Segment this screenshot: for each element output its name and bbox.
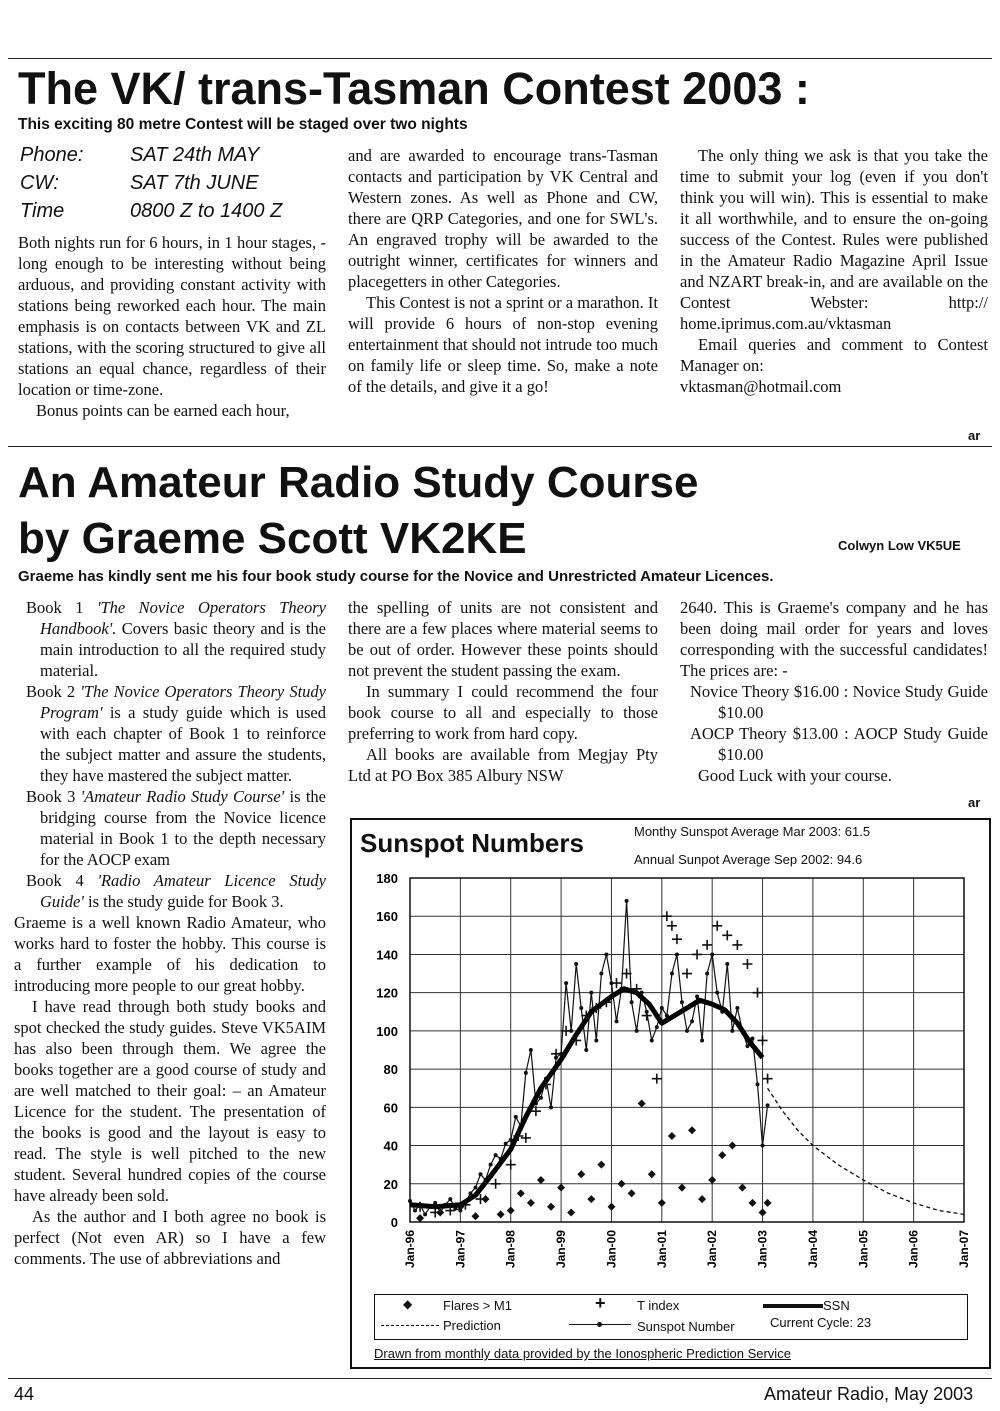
sunspot-number-point xyxy=(594,1038,598,1042)
paragraph: the spelling of units are not consistent and there are a few places where material seems to be out of order. However these points should not prevent the student passing the exam. xyxy=(348,598,658,680)
paragraph: This Contest is not a sprint or a marathon. It will provide 6 hours of non-stop evening entertainment that should not intrude too much on family life or sleep time. So, make a note of the details, and give it a go! xyxy=(348,293,658,396)
article2-column-2 xyxy=(348,597,658,786)
legend-dot-icon xyxy=(597,1322,602,1327)
flare-point xyxy=(567,1208,575,1216)
sunspot-number-point xyxy=(514,1115,518,1119)
sunspot-number-point xyxy=(504,1142,508,1146)
schedule-phone: Phone: SAT 24th MAY xyxy=(20,144,260,166)
legend-ssn: SSN xyxy=(823,1298,850,1313)
sunspot-number-point xyxy=(685,1029,689,1033)
paragraph: The only thing we ask is that you take the time to submit your log (even if you don't think you will win). This is essential to make it all worthwhile, and to ensure the on-going success of the Contest. Rules were published in the Amateur Radio Magazine April Issue and NZART break-in, and are available on the Contest Webster: http:// home.iprimus.com.au/vktasman xyxy=(680,146,988,333)
t-index-point xyxy=(506,1160,516,1170)
flare-point xyxy=(597,1161,605,1169)
flare-point xyxy=(547,1203,555,1211)
flare-point xyxy=(698,1195,706,1203)
sunspot-number-point xyxy=(614,1019,618,1023)
end-mark: ar xyxy=(968,795,981,810)
sunspot-number-point xyxy=(589,991,593,995)
sunspot-number-point xyxy=(630,1000,634,1004)
closing-line: Good Luck with your course. xyxy=(698,766,892,785)
sunspot-number-point xyxy=(539,1096,543,1100)
sunspot-number-point xyxy=(579,1006,583,1010)
y-tick-label: 20 xyxy=(383,1176,398,1192)
paragraph: 2640. This is Graeme's company and he has been doing mail order for years and loves corresponding with the successful candidates! The prices are: - xyxy=(680,598,988,680)
flare-point xyxy=(607,1203,615,1211)
flare-point xyxy=(436,1208,444,1216)
sunspot-number-point xyxy=(574,962,578,966)
x-tick-label: Jan-96 xyxy=(403,1230,417,1269)
sunspot-number-point xyxy=(625,899,629,903)
sunspot-number-point xyxy=(725,962,729,966)
sunspot-number-point xyxy=(735,1006,739,1010)
chart-info-monthly: Monthy Sunspot Average Mar 2003: 61.5 xyxy=(634,824,871,839)
t-index-point xyxy=(551,1049,561,1059)
x-tick-label: Jan-06 xyxy=(906,1230,921,1269)
flare-point xyxy=(416,1214,424,1222)
t-index-point xyxy=(672,934,682,944)
flare-point xyxy=(577,1170,585,1178)
y-tick-label: 60 xyxy=(383,1100,398,1116)
x-tick-label: Jan-02 xyxy=(705,1230,720,1269)
end-mark: ar xyxy=(968,428,981,443)
legend-thick-line-icon xyxy=(763,1304,823,1308)
paragraph: Email queries and comment to Contest Manager on: xyxy=(680,335,988,375)
t-index-point xyxy=(611,978,621,988)
sunspot-number-point xyxy=(489,1163,493,1167)
flare-point xyxy=(648,1170,656,1178)
sunspot-number-point xyxy=(700,1038,704,1042)
sunspot-number-line xyxy=(410,901,768,1215)
t-index-point xyxy=(702,940,712,950)
legend-plus-icon: + xyxy=(595,1293,606,1313)
flare-point xyxy=(668,1132,676,1140)
flare-point xyxy=(482,1195,490,1203)
y-tick-label: 160 xyxy=(376,909,398,925)
book-3-entry: Book 3 'Amateur Radio Study Course' is the bridging course from the Novice licence material in Book 1 to the depth necessary for the AOCP exam xyxy=(26,787,326,869)
flare-point xyxy=(728,1142,736,1150)
t-index-point xyxy=(491,1179,501,1189)
flare-point xyxy=(527,1199,535,1207)
sunspot-number-point xyxy=(413,1209,417,1213)
page-number: 44 xyxy=(14,1384,35,1404)
schedule-cw: CW: SAT 7th JUNE xyxy=(20,172,259,194)
sunspot-number-point xyxy=(549,1105,553,1109)
sunspot-number-point xyxy=(695,994,699,998)
y-tick-label: 180 xyxy=(376,871,398,886)
y-tick-label: 40 xyxy=(383,1138,398,1154)
y-tick-label: 100 xyxy=(376,1023,398,1039)
x-tick-label: Jan-00 xyxy=(604,1230,619,1269)
paragraph: As the author and I both agree no book is perfect (Not even AR) so I have a few comments. The use of abbreviations and xyxy=(14,1207,326,1268)
y-tick-label: 80 xyxy=(383,1062,398,1078)
sunspot-number-point xyxy=(494,1153,498,1157)
x-tick-label: Jan-03 xyxy=(755,1230,770,1269)
legend-prediction: Prediction xyxy=(443,1318,501,1333)
sunspot-number-point xyxy=(650,1038,654,1042)
t-index-point xyxy=(667,921,677,931)
sunspot-number-point xyxy=(473,1186,477,1190)
paragraph: Bonus points can be earned each hour, xyxy=(36,401,290,420)
paragraph: All books are available from Megjay Pty Ltd at PO Box 385 Albury NSW xyxy=(348,745,658,785)
paragraph: I have read through both study books and spot checked the study guides. Steve VK5AIM has also been through them. We agree the books together are a good course of study and are well matched to their goal: – an Amateur Licence for the student. The presentation of the books is good and the layout is easy to read. The style is well pitched to the new student. Several hundred copies of the course have already been sold. xyxy=(14,997,326,1205)
t-index-point xyxy=(692,949,702,959)
t-index-point xyxy=(642,1011,652,1021)
sunspot-number-point xyxy=(670,972,674,976)
flare-point xyxy=(678,1184,686,1192)
t-index-point xyxy=(722,930,732,940)
article2-column-1 xyxy=(14,597,326,1269)
t-index-point xyxy=(662,911,672,921)
top-rule xyxy=(8,58,992,59)
x-tick-label: Jan-97 xyxy=(453,1230,468,1269)
flare-point xyxy=(708,1176,716,1184)
price-novice: Novice Theory $16.00 : Novice Study Guide $10.00 xyxy=(690,682,988,722)
footer-rule xyxy=(8,1378,992,1379)
x-tick-label: Jan-98 xyxy=(503,1230,518,1269)
sunspot-number-point xyxy=(705,972,709,976)
schedule-time: Time 0800 Z to 1400 Z xyxy=(20,200,283,222)
sunspot-number-point xyxy=(604,952,608,956)
article2-subtitle: Graeme has kindly sent me his four book study course for the Novice and Unrestricted Amateur Licences. xyxy=(18,568,774,585)
sunspot-number-point xyxy=(408,1199,412,1203)
t-index-point xyxy=(682,969,692,979)
sunspot-number-point xyxy=(730,1029,734,1033)
flare-point xyxy=(764,1199,772,1207)
legend-current-cycle: Current Cycle: 23 xyxy=(770,1315,872,1330)
sunspot-number-point xyxy=(660,1006,664,1010)
book-1-entry: Book 1 'The Novice Operators Theory Handbook'. Covers basic theory and is the main introduction to all the required study material. xyxy=(26,598,326,680)
price-aocp: AOCP Theory $13.00 : AOCP Study Guide $10.00 xyxy=(690,724,988,764)
x-tick-label: Jan-99 xyxy=(554,1230,569,1269)
article1-column-3 xyxy=(680,145,988,397)
legend-t-index: T index xyxy=(637,1298,680,1313)
flare-point xyxy=(587,1195,595,1203)
flare-point xyxy=(638,1100,646,1108)
article1-subtitle: This exciting 80 metre Contest will be staged over two nights xyxy=(18,116,468,133)
flare-point xyxy=(557,1184,565,1192)
t-index-point xyxy=(732,940,742,950)
sunspot-number-point xyxy=(766,1103,770,1107)
flare-point xyxy=(688,1126,696,1134)
contest-email: vktasman@hotmail.com xyxy=(680,377,842,396)
legend-dashed-icon xyxy=(381,1325,439,1326)
chart-legend xyxy=(374,1294,968,1340)
t-index-point xyxy=(712,921,722,931)
flare-point xyxy=(658,1199,666,1207)
contest-schedule xyxy=(20,141,340,225)
flare-point xyxy=(759,1208,767,1216)
sunspot-number-point xyxy=(564,981,568,985)
x-tick-label: Jan-04 xyxy=(805,1230,820,1269)
sunspot-number-point xyxy=(635,1029,639,1033)
sunspot-number-point xyxy=(529,1048,533,1052)
legend-sunspot-number: Sunspot Number xyxy=(637,1319,735,1334)
book-4-entry: Book 4 'Radio Amateur Licence Study Guide' is the study guide for Book 3. xyxy=(26,871,326,911)
flare-point xyxy=(628,1189,636,1197)
flare-point xyxy=(618,1180,626,1188)
sunspot-number-point xyxy=(710,952,714,956)
article2-title-line1: An Amateur Radio Study Course xyxy=(18,458,699,507)
flare-point xyxy=(537,1176,545,1184)
sunspot-number-point xyxy=(448,1197,452,1201)
sunspot-number-point xyxy=(655,1025,659,1029)
chart-source-note: Drawn from monthly data provided by the Ionospheric Prediction Service xyxy=(374,1346,791,1361)
t-index-point xyxy=(742,959,752,969)
book-2-entry: Book 2 'The Novice Operators Theory Study Program' is a study guide which is used with each chapter of Book 1 to reinforce the subject matter and assure the students, they have mastered the subject matter. xyxy=(26,682,326,785)
sunspot-number-point xyxy=(680,1000,684,1004)
article1-column-1 xyxy=(18,232,326,421)
section-rule xyxy=(8,446,992,447)
legend-diamond-icon: ◆ xyxy=(403,1297,413,1311)
sunspot-number-point xyxy=(756,1082,760,1086)
flare-point xyxy=(497,1210,505,1218)
t-index-point xyxy=(763,1074,773,1084)
x-tick-label: Jan-05 xyxy=(856,1230,871,1269)
sunspot-number-point xyxy=(675,952,679,956)
paragraph: Both nights run for 6 hours, in 1 hour stages, - long enough to be interesting without being arduous, and providing constant activity with stations being reworked each hour. The main emphasis is on contacts between VK and ZL stations, with the scoring structured to give all stations an equal chance, regardless of their location or time-zone. xyxy=(18,233,326,399)
chart-title: Sunspot Numbers xyxy=(360,828,584,858)
paragraph: Graeme is a well known Radio Amateur, who works hard to foster the hobby. This course is a further example of his dedication to introducing more people to our great hobby. xyxy=(14,913,326,995)
sunspot-number-point xyxy=(479,1172,483,1176)
paragraph: In summary I could recommend the four book course to all and especially to those preferring to work from hard copy. xyxy=(348,682,658,743)
flare-point xyxy=(748,1199,756,1207)
sunspot-number-point xyxy=(599,972,603,976)
article1-column-2 xyxy=(348,145,658,397)
flare-point xyxy=(718,1151,726,1159)
sunspot-number-point xyxy=(715,991,719,995)
paragraph: and are awarded to encourage trans-Tasman contacts and participation by VK Central and Western zones. As well as Phone and CW, there are QRP Categories, and one for SWL's. An engraved trophy will be awarded to the outright winner, certificates for winners and placegetters in other Categories. xyxy=(348,146,658,291)
sunspot-number-point xyxy=(761,1144,765,1148)
article2-column-3 xyxy=(680,597,988,786)
t-index-point xyxy=(521,1133,531,1143)
sunspot-chart xyxy=(350,818,991,1369)
y-tick-label: 140 xyxy=(376,947,398,963)
article2-title-line2: by Graeme Scott VK2KE xyxy=(18,514,527,563)
flare-point xyxy=(471,1212,479,1220)
sunspot-number-point xyxy=(690,1019,694,1023)
x-tick-label: Jan-01 xyxy=(654,1230,669,1269)
ssn-line xyxy=(410,989,763,1207)
chart-info-annual: Annual Sunpot Average Sep 2002: 94.6 xyxy=(634,852,863,867)
publication-line: Amateur Radio, May 2003 xyxy=(764,1384,974,1404)
t-index-point xyxy=(758,1035,768,1045)
flare-point xyxy=(517,1189,525,1197)
legend-flares: Flares > M1 xyxy=(443,1298,512,1313)
sunspot-plot xyxy=(352,820,989,1367)
article1-title: The VK/ trans-Tasman Contest 2003 : xyxy=(18,63,810,114)
flare-point xyxy=(507,1207,515,1215)
x-tick-label: Jan-07 xyxy=(957,1230,971,1269)
y-tick-label: 0 xyxy=(390,1215,398,1230)
t-index-point xyxy=(652,1074,662,1084)
author: Colwyn Low VK5UE xyxy=(838,538,961,553)
flare-point xyxy=(738,1184,746,1192)
sunspot-number-point xyxy=(423,1212,427,1216)
t-index-point xyxy=(753,988,763,998)
y-tick-label: 120 xyxy=(376,985,398,1001)
sunspot-number-point xyxy=(584,1048,588,1052)
sunspot-number-point xyxy=(524,1071,528,1075)
